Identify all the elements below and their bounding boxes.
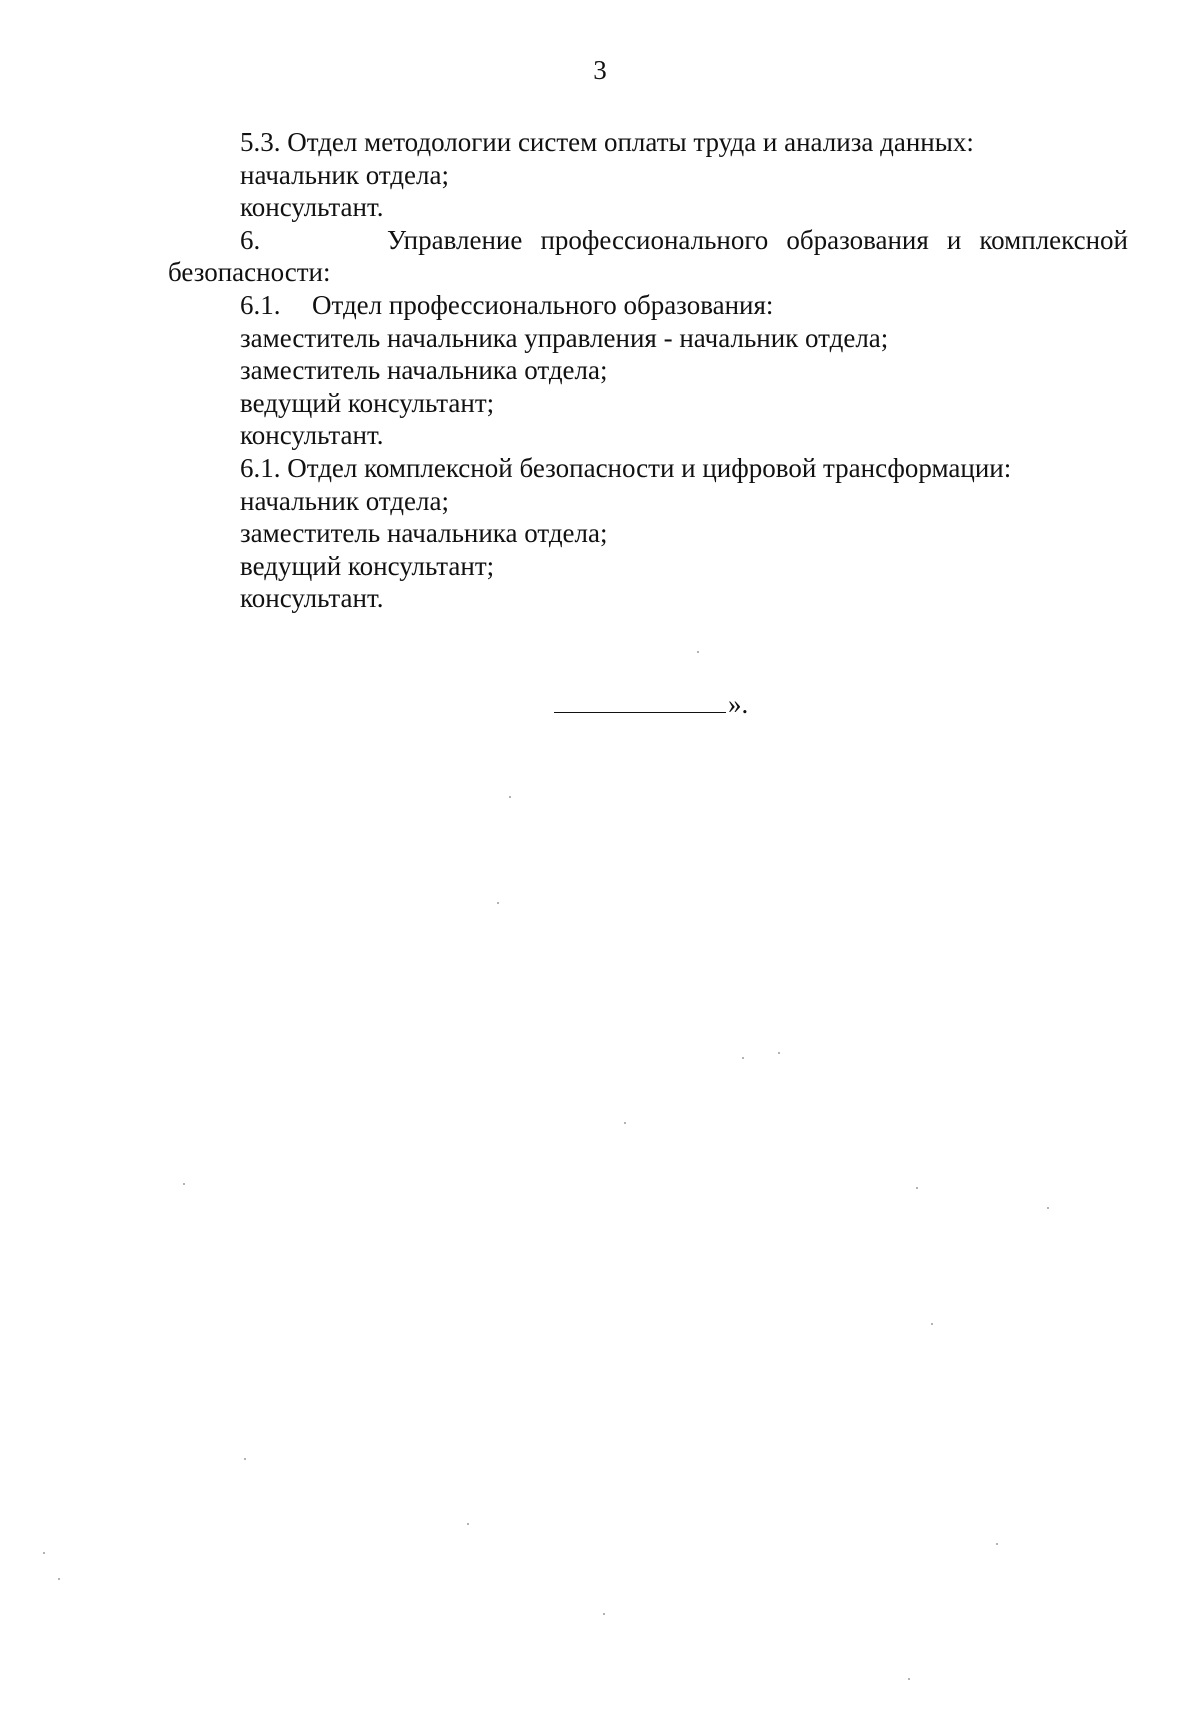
section-6-heading <box>168 224 1128 289</box>
position-line: заместитель начальника отдела; <box>240 518 608 549</box>
position-line: консультант. <box>240 583 384 614</box>
position-line: начальник отдела; <box>240 485 449 516</box>
position-line: ведущий консультант; <box>240 550 495 581</box>
section-6-1-heading <box>168 289 1128 322</box>
document-body <box>168 126 1128 615</box>
scan-speck <box>624 1122 626 1124</box>
position-line: консультант. <box>240 420 384 451</box>
scan-speck <box>58 1578 60 1580</box>
scan-speck <box>697 651 699 653</box>
section-5-3-heading: 5.3. Отдел методологии систем оплаты труда и анализа данных: <box>240 127 974 157</box>
scan-speck <box>996 1543 998 1545</box>
section-number: 6.1. <box>240 289 281 320</box>
scan-speck <box>509 796 511 798</box>
section-title: Управление профессионального образования и комплексной безопасности: <box>168 224 1128 288</box>
page-number: 3 <box>593 55 607 85</box>
scan-speck <box>931 1323 933 1325</box>
position-line: начальник отдела; <box>240 159 449 190</box>
scan-speck <box>497 902 499 904</box>
scan-speck <box>467 1523 469 1525</box>
scan-speck <box>778 1052 780 1054</box>
section-6-1-second-heading: 6.1. Отдел комплексной безопасности и цифровой трансформации: <box>240 452 1012 483</box>
position-line: консультант. <box>240 192 384 223</box>
scan-speck <box>916 1187 918 1189</box>
scan-speck <box>603 1613 605 1615</box>
scan-speck <box>244 1458 246 1460</box>
section-title: Отдел профессионального образования: <box>312 289 774 320</box>
scan-speck <box>908 1678 910 1680</box>
scan-speck <box>43 1552 45 1554</box>
position-line: заместитель начальника управления - начальник отдела; <box>240 322 889 353</box>
closing-mark <box>554 688 748 720</box>
scan-speck <box>183 1183 185 1185</box>
closing-rule <box>554 690 726 713</box>
position-line: заместитель начальника отдела; <box>240 355 608 386</box>
scan-speck <box>1047 1207 1049 1209</box>
closing-quote: ». <box>728 689 749 719</box>
position-line: ведущий консультант; <box>240 387 495 418</box>
scan-speck <box>742 1057 744 1059</box>
section-number: 6. <box>240 224 261 255</box>
